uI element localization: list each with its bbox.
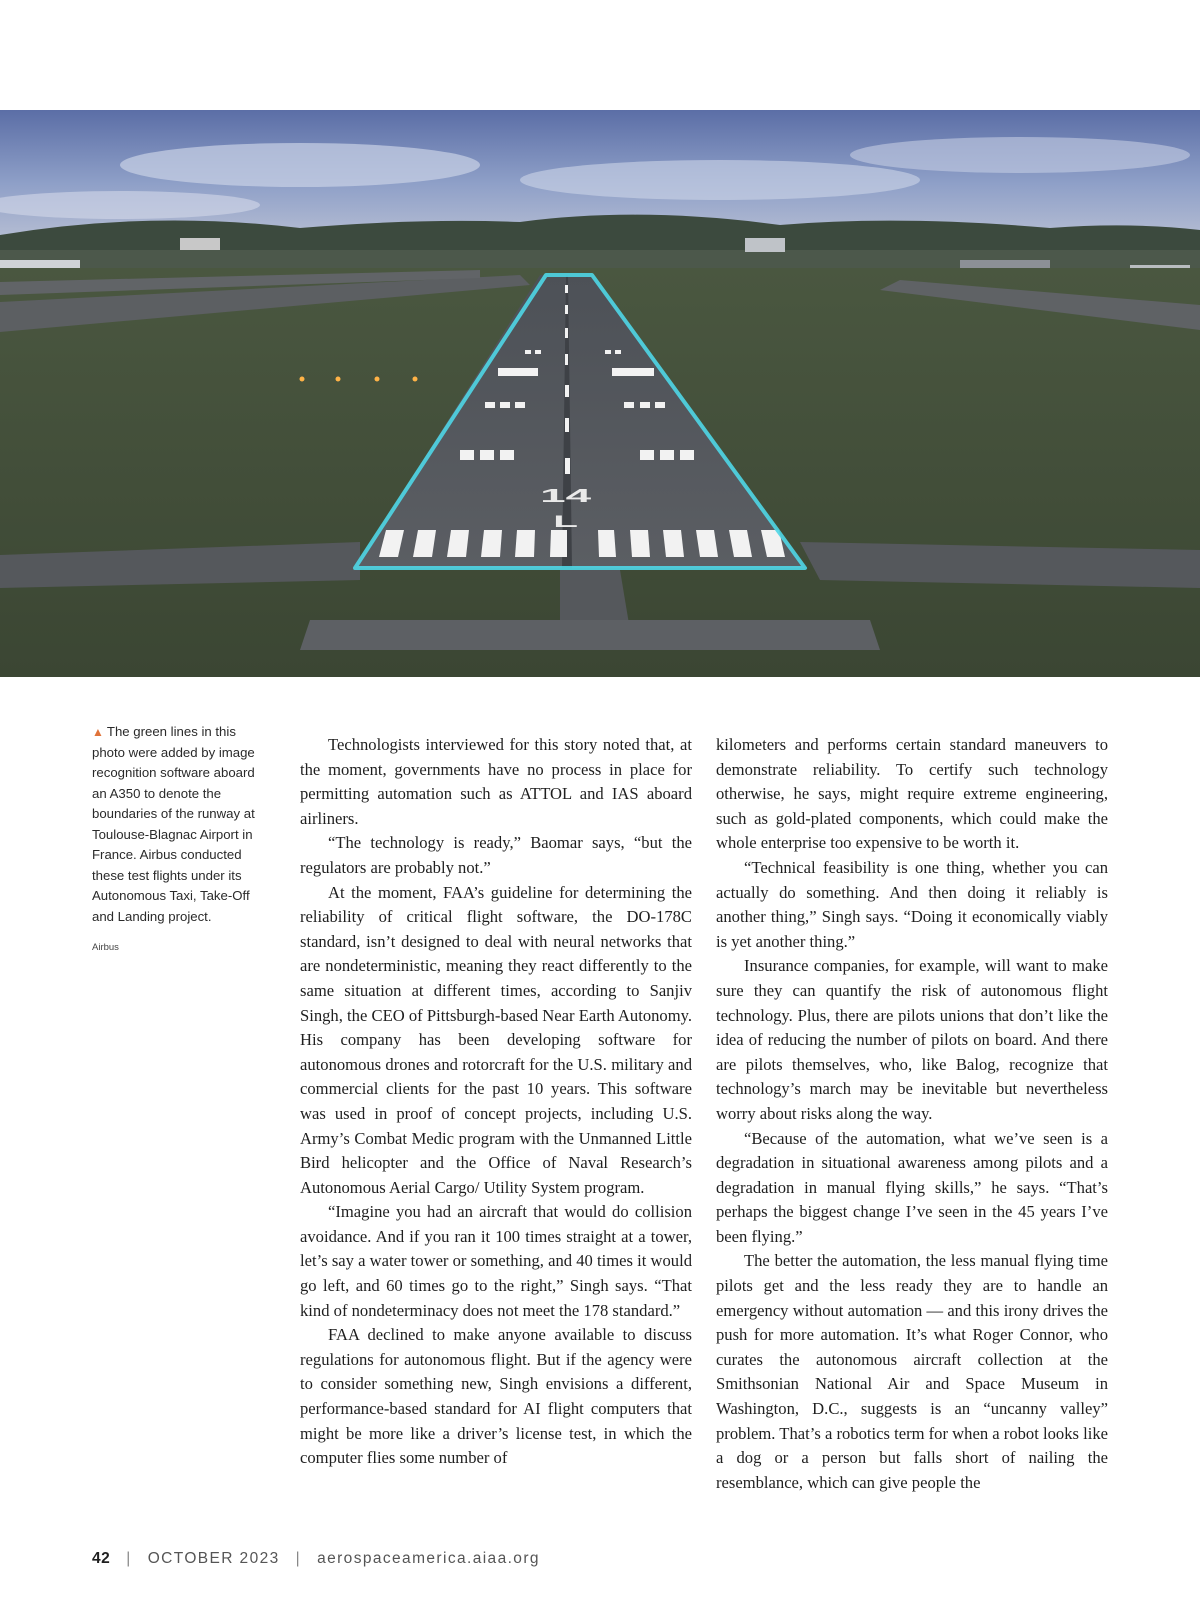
paragraph: “Imagine you had an aircraft that would do collision avoidance. And if you ran it 100 times straight at a tower, let’s say a water tower or something, and 40 times it would go left, and 60 times go to the right,” Singh says. “That kind of nondeterminacy does not meet the 178 standard.”	[300, 1202, 692, 1320]
paragraph: Insurance companies, for example, will want to make sure they can quantify the risk of autonomous flight technology. Plus, there are pilots unions that don’t like the idea of reducing the number of pilots on board. And there are pilots themselves, who, like Balog, recognize that technology’s march may be inevitable but nevertheless worry about risks along the way.	[716, 956, 1108, 1123]
photo-credit: Airbus	[92, 942, 119, 953]
footer-divider: |	[295, 1550, 302, 1567]
caption-text: The green lines in this photo were added by image recognition software aboard an A350 to denote the boundaries of the runway at Toulouse-Blagnac Airport in France. Airbus conducted these test flights under its Autonomous Taxi, Take-Off and Landing project.	[92, 724, 255, 924]
paragraph: FAA declined to make anyone available to discuss regulations for autonomous flight. But if the agency were to consider something new, Singh envisions a different, performance-based standard for AI flight computers that might be more like a driver’s license test, in which the computer flies some number of	[300, 1325, 692, 1468]
issue-date: OCTOBER 2023	[147, 1550, 280, 1567]
runway-photo	[0, 110, 1200, 677]
footer-divider: |	[126, 1550, 132, 1567]
paragraph: “Because of the automation, what we’ve seen is a degradation in situational awareness among pilots and a degradation in manual flying skills,” he says. “That’s perhaps the biggest change I’ve seen in the 45 years I’ve been flying.”	[716, 1128, 1108, 1246]
paragraph: kilometers and performs certain standard maneuvers to demonstrate reliability. To certify such technology otherwise, he says, might require extreme engineering, such as gold-plated components, which could make the whole enterprise too expensive to be worth it.	[716, 735, 1108, 853]
page-number: 42	[92, 1550, 111, 1567]
article-column-1	[300, 733, 692, 1471]
paragraph: “Technical feasibility is one thing, whether you can actually do something. And then doing it reliably is another thing,” Singh says. “Doing it economically viably is yet another thing.”	[716, 857, 1108, 951]
paragraph: The better the automation, the less manual flying time pilots get and the less ready they are to handle an emergency without automation — and this irony drives the push for more automation. It’s what Roger Connor, who curates the autonomous aircraft collection at the Smithsonian National Air and Space Museum in Washington, D.C., suggests is an “uncanny valley” problem. That’s a robotics term for when a robot looks like a dog or a person but falls short of nailing the resemblance, which can give people the	[716, 1251, 1108, 1492]
website-link[interactable]: aerospaceamerica.aiaa.org	[317, 1550, 540, 1567]
runway-letter: L	[553, 511, 579, 531]
page-footer	[92, 1550, 540, 1568]
article-column-2	[716, 733, 1108, 1495]
paragraph: At the moment, FAA’s guideline for determining the reliability of critical flight software, the DO-178C standard, isn’t designed to deal with neural networks that are nondeterministic, meaning they react differently to the same situation at different times, according to Sanjiv Singh, the CEO of Pittsburgh-based Near Earth Autonomy. His company has been developing software for autonomous drones and rotorcraft for the U.S. military and commercial clients for the past 10 years. This software was used in proof of concept projects, including U.S. Army’s Combat Medic program with the Unmanned Little Bird helicopter and the Office of Naval Research’s Autonomous Aerial Cargo/ Utility System program.	[300, 882, 692, 1197]
paragraph: Technologists interviewed for this story noted that, at the moment, governments have no process in place for permitting automation such as ATTOL and IAS aboard airliners.	[300, 735, 692, 828]
paragraph: “The technology is ready,” Baomar says, “but the regulators are probably not.”	[300, 833, 692, 877]
caption-marker-icon: ▲	[92, 725, 104, 739]
runway-number: 14	[540, 485, 592, 507]
photo-caption	[92, 722, 272, 927]
